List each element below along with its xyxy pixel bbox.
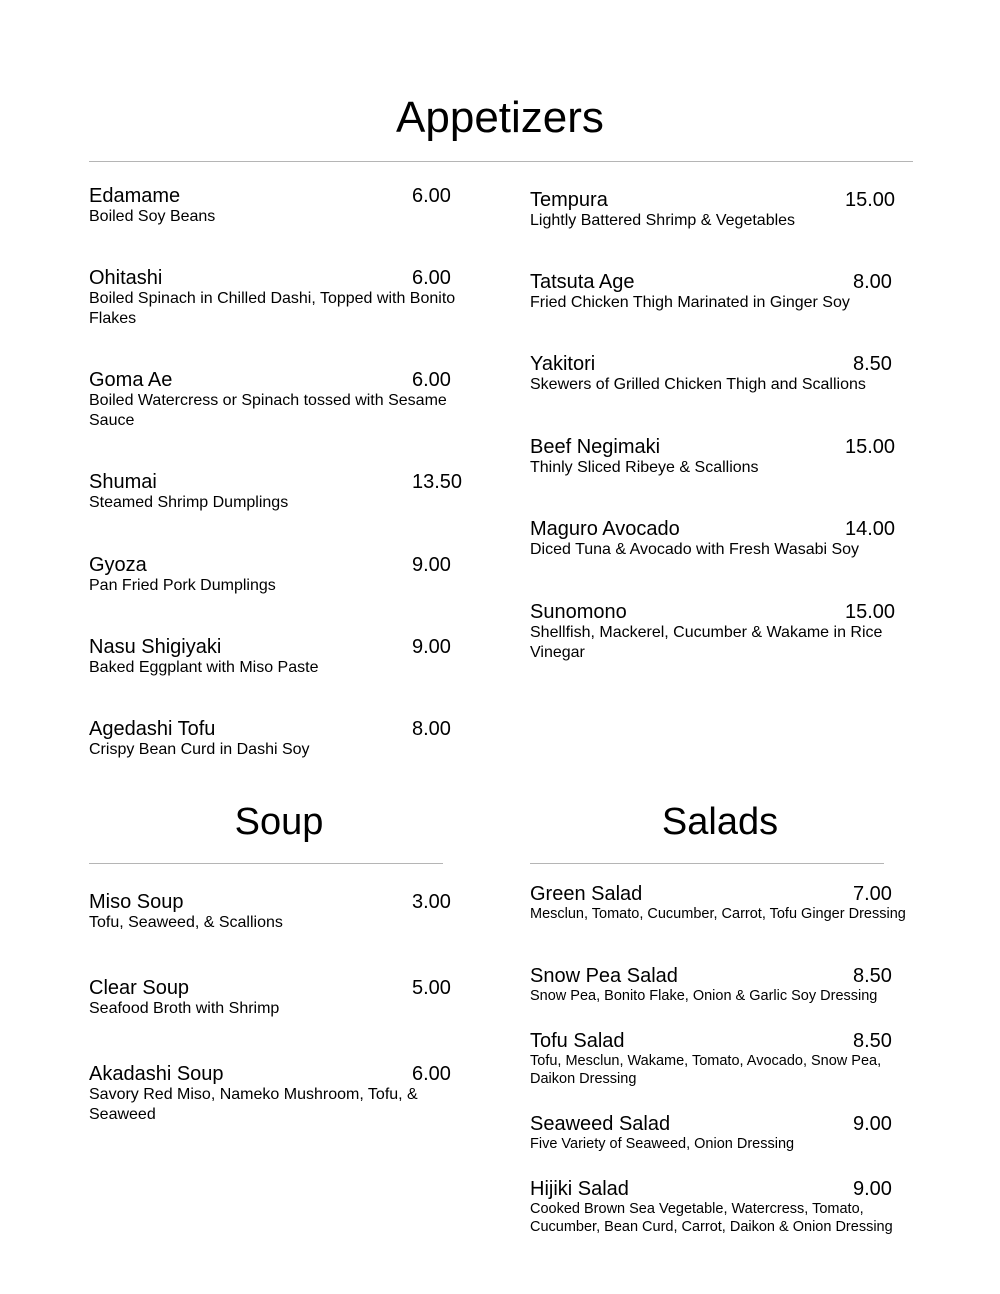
item-price: 6.00	[412, 369, 451, 391]
item-price: 5.00	[412, 977, 451, 999]
menu-item	[89, 554, 469, 596]
menu-item	[530, 353, 910, 395]
menu-item	[530, 1113, 910, 1153]
menu-item	[89, 718, 469, 760]
menu-item	[89, 185, 469, 227]
item-description: Savory Red Miso, Nameko Mushroom, Tofu, & Seaweed	[89, 1086, 418, 1123]
salads-heading: Salads	[661, 801, 779, 843]
item-name: Edamame	[89, 185, 181, 207]
item-price: 9.00	[412, 636, 451, 658]
item-description: Skewers of Grilled Chicken Thigh and Scallions	[530, 376, 866, 393]
item-description: Crispy Bean Curd in Dashi Soy	[89, 741, 310, 758]
item-description: Cooked Brown Sea Vegetable, Watercress, Tomato, Cucumber, Bean Curd, Carrot, Daikon & Onion Dressing	[530, 1201, 893, 1235]
item-name: Akadashi Soup	[89, 1063, 224, 1085]
menu-item	[530, 518, 910, 560]
item-name: Goma Ae	[89, 369, 173, 391]
item-description: Boiled Soy Beans	[89, 208, 216, 225]
appetizers-heading: Appetizers	[396, 93, 604, 142]
item-description: Fried Chicken Thigh Marinated in Ginger Soy	[530, 294, 850, 311]
item-price: 15.00	[845, 189, 896, 211]
appetizers-divider	[89, 161, 913, 162]
item-price: 8.50	[853, 353, 892, 375]
item-description: Boiled Watercress or Spinach tossed with Sesame Sauce	[89, 392, 447, 429]
item-price: 7.00	[853, 883, 892, 905]
item-description: Diced Tuna & Avocado with Fresh Wasabi Soy	[530, 541, 860, 558]
item-name: Tatsuta Age	[530, 271, 635, 293]
item-price: 15.00	[845, 436, 896, 458]
soup-heading: Soup	[234, 801, 324, 843]
item-name: Sunomono	[530, 601, 627, 623]
item-name: Gyoza	[89, 554, 147, 576]
item-description: Pan Fried Pork Dumplings	[89, 577, 276, 594]
item-price: 8.50	[853, 965, 892, 987]
item-description: Five Variety of Seaweed, Onion Dressing	[530, 1136, 795, 1152]
item-name: Hijiki Salad	[530, 1178, 629, 1200]
item-name: Nasu Shigiyaki	[89, 636, 222, 658]
item-price: 8.00	[412, 718, 451, 740]
item-description: Boiled Spinach in Chilled Dashi, Topped with Bonito Flakes	[89, 290, 456, 327]
menu-item	[530, 883, 910, 923]
item-name: Miso Soup	[89, 891, 184, 913]
item-name: Beef Negimaki	[530, 436, 661, 458]
item-name: Yakitori	[530, 353, 596, 375]
item-price: 3.00	[412, 891, 451, 913]
item-description: Baked Eggplant with Miso Paste	[89, 659, 319, 676]
item-price: 9.00	[853, 1178, 892, 1200]
item-description: Thinly Sliced Ribeye & Scallions	[530, 459, 759, 476]
item-price: 6.00	[412, 267, 451, 289]
menu-item	[530, 1030, 910, 1088]
item-name: Agedashi Tofu	[89, 718, 216, 740]
menu-item	[530, 601, 910, 663]
item-price: 15.00	[845, 601, 896, 623]
item-name: Tofu Salad	[530, 1030, 625, 1052]
item-price: 9.00	[853, 1113, 892, 1135]
item-description: Lightly Battered Shrimp & Vegetables	[530, 212, 796, 229]
menu-item	[89, 636, 469, 678]
item-name: Green Salad	[530, 883, 643, 905]
item-price: 14.00	[845, 518, 896, 540]
item-description: Seafood Broth with Shrimp	[89, 1000, 280, 1017]
menu-item	[89, 891, 469, 933]
item-price: 13.50	[412, 471, 463, 493]
item-description: Snow Pea, Bonito Flake, Onion & Garlic Soy Dressing	[530, 988, 878, 1004]
menu-item	[530, 271, 910, 313]
item-name: Maguro Avocado	[530, 518, 680, 540]
menu-item	[530, 436, 910, 478]
menu-item	[89, 977, 469, 1019]
item-description: Mesclun, Tomato, Cucumber, Carrot, Tofu Ginger Dressing	[530, 906, 906, 922]
menu-item	[530, 1178, 915, 1236]
item-price: 6.00	[412, 1063, 451, 1085]
item-name: Ohitashi	[89, 267, 163, 289]
item-description: Steamed Shrimp Dumplings	[89, 494, 289, 511]
item-price: 9.00	[412, 554, 451, 576]
item-description: Tofu, Mesclun, Wakame, Tomato, Avocado, Snow Pea, Daikon Dressing	[530, 1053, 882, 1087]
menu-item	[89, 1063, 469, 1125]
item-name: Clear Soup	[89, 977, 190, 999]
item-name: Snow Pea Salad	[530, 965, 678, 987]
item-name: Shumai	[89, 471, 157, 493]
menu-item	[89, 369, 469, 431]
menu-item	[89, 471, 469, 513]
menu-item	[89, 267, 469, 329]
item-description: Shellfish, Mackerel, Cucumber & Wakame in Rice Vinegar	[530, 624, 883, 661]
item-price: 8.50	[853, 1030, 892, 1052]
item-name: Seaweed Salad	[530, 1113, 671, 1135]
item-price: 6.00	[412, 185, 451, 207]
menu-item	[530, 189, 910, 231]
salads-divider	[530, 863, 884, 864]
soup-divider	[89, 863, 443, 864]
item-description: Tofu, Seaweed, & Scallions	[89, 914, 283, 931]
item-name: Tempura	[530, 189, 608, 211]
item-price: 8.00	[853, 271, 892, 293]
menu-item	[530, 965, 910, 1005]
